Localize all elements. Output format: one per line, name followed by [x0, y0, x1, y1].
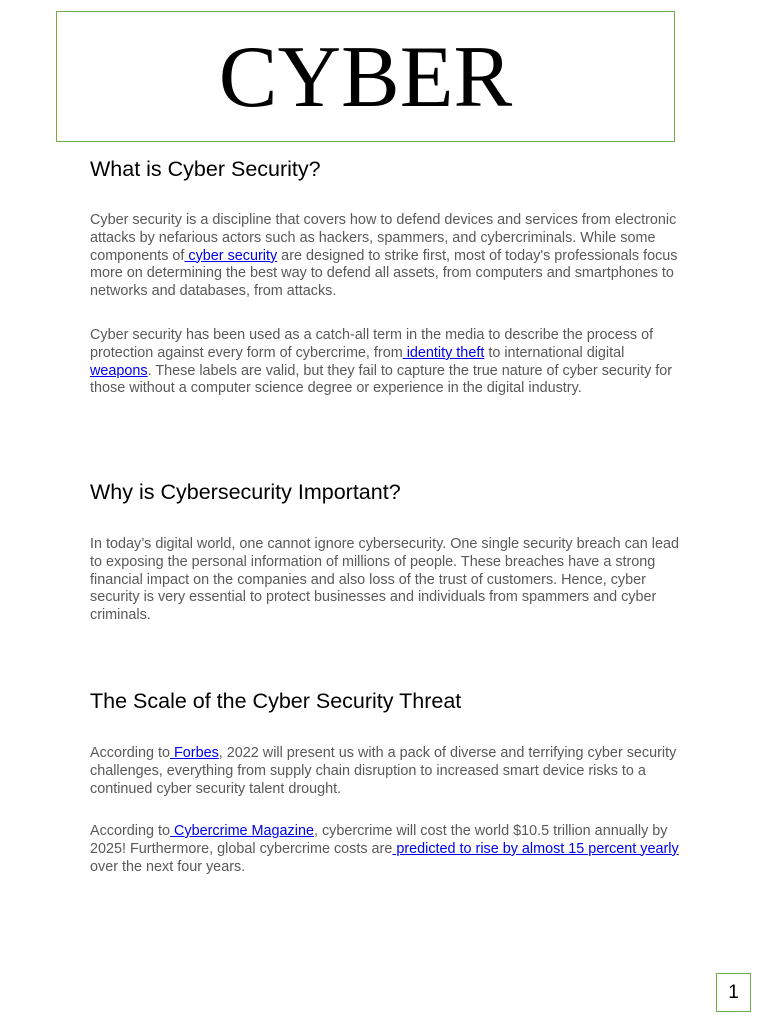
paragraph-what-is-1	[90, 212, 682, 301]
link-cyber-security[interactable]: cyber security	[184, 247, 278, 264]
text-run: are designed to strike first, most of today's professionals focus more on determining the best way to defend all assets, from computers and smartphones to networks and databases, from attacks.	[90, 247, 678, 300]
text-run: over the next four years.	[90, 858, 246, 875]
text-run: , 2022 will present us with a pack of diverse and terrifying cyber security challenges, everything from supply chain disruption to increased smart device risks to a continued cyber security talent drought.	[90, 745, 677, 797]
link-cybercrime-magazine[interactable]: Cybercrime Magazine	[170, 823, 314, 839]
document-title: CYBER	[218, 28, 513, 126]
text-run: to international digital	[484, 344, 625, 361]
text-run: Cyber security has been used as a catch-all term in the media to describe the process of protection against every form of cybercrime, from	[90, 327, 654, 361]
text-run: In today’s digital world, one cannot ignore cybersecurity. One single security breach can lead to exposing the personal information of millions of people. These breaches have a strong financial impact on the companies and also loss of the trust of customers. Hence, cyber security is very essential to protect businesses and individuals from spammers and cyber criminals.	[90, 536, 680, 624]
link-forbes[interactable]: Forbes	[170, 745, 219, 761]
text-run: Cyber security is a discipline that covers how to defend devices and services from electronic attacks by nefarious actors such as hackers, spammers, and cybercriminals. While some components of	[90, 212, 677, 264]
page-number: 1	[728, 981, 739, 1003]
link-identity-theft[interactable]: identity theft	[402, 344, 485, 361]
paragraph-why-important	[90, 536, 682, 625]
paragraph-scale-1	[90, 745, 682, 798]
heading-why-important: Why is Cybersecurity Important?	[90, 480, 401, 504]
link-weapons[interactable]: weapons	[90, 362, 148, 379]
title-box	[56, 11, 675, 142]
link-predicted-rise[interactable]: predicted to rise by almost 15 percent yearly	[392, 840, 679, 857]
paragraph-what-is-2	[90, 327, 682, 398]
text-run: According to	[90, 823, 170, 839]
heading-what-is-cyber-security: What is Cyber Security?	[90, 157, 321, 181]
heading-scale-of-threat: The Scale of the Cyber Security Threat	[90, 689, 462, 713]
text-run: . These labels are valid, but they fail to capture the true nature of cyber security for those without a computer science degree or experience in the digital industry.	[90, 362, 673, 397]
page-number-box	[716, 973, 751, 1012]
text-run: According to	[90, 745, 170, 761]
paragraph-scale-2	[90, 823, 682, 876]
text-run: , cybercrime will cost the world $10.5 trillion annually by 2025! Furthermore, global cybercrime costs are	[90, 823, 668, 857]
